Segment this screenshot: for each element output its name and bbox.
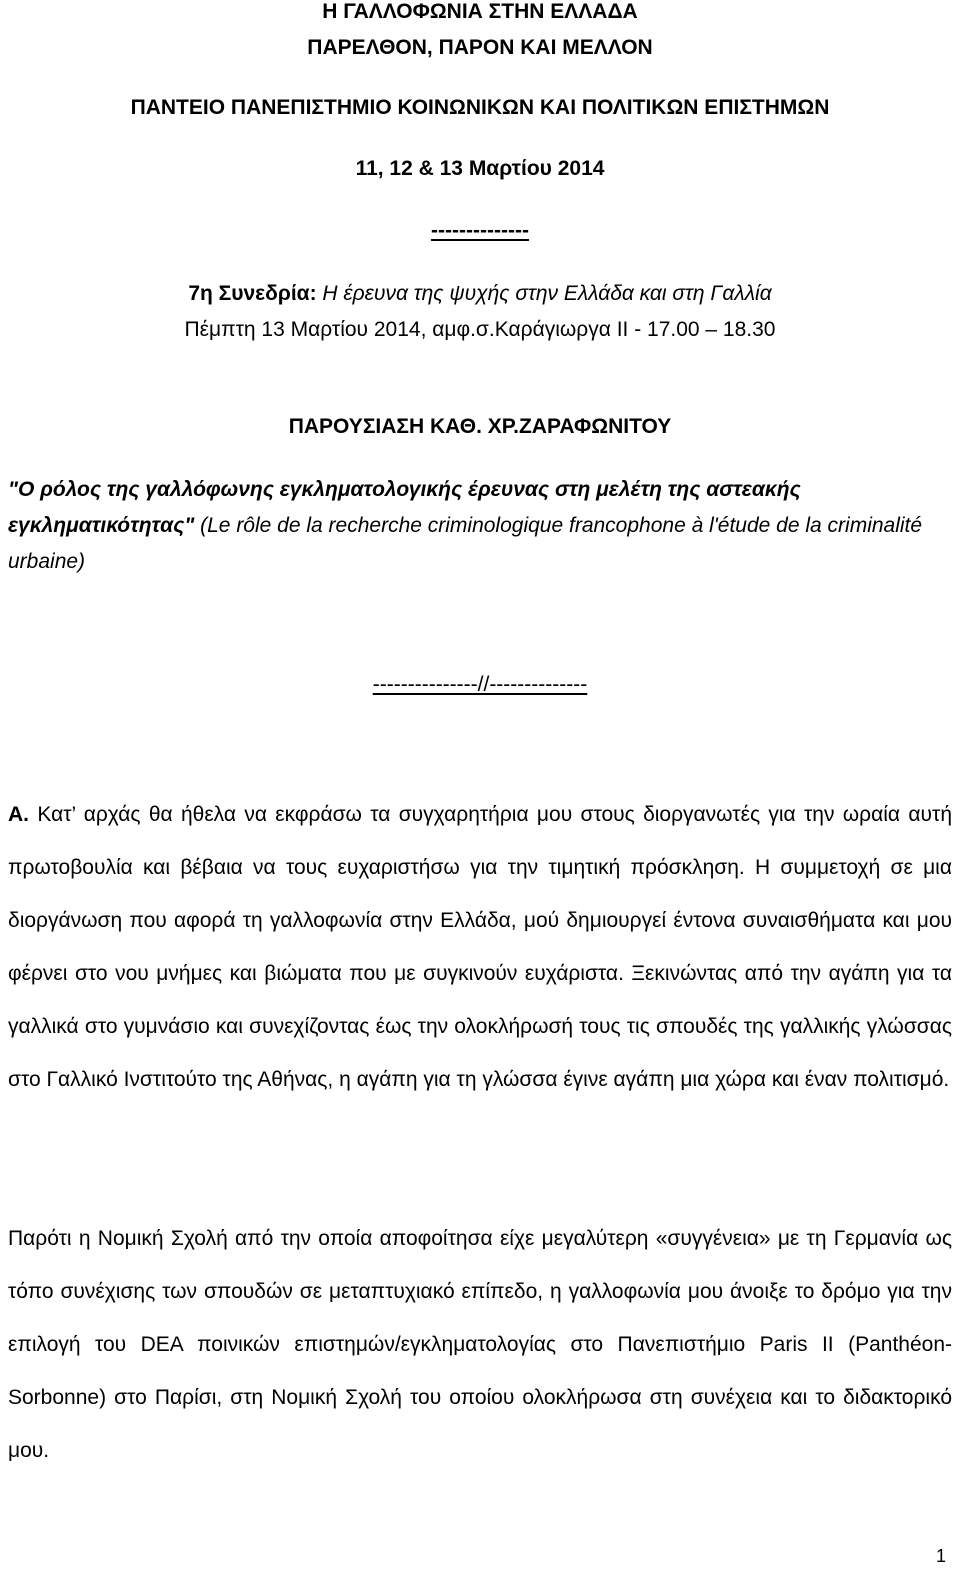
session-details: Πέμπτη 13 Μαρτίου 2014, αμφ.σ.Καράγιωργα ΙΙ - 17.00 – 18.30: [184, 318, 776, 341]
conference-title-line2: ΠΑΡΕΛΘΟΝ, ΠΑΡΟΝ ΚΑΙ ΜΕΛΛΟΝ: [307, 36, 653, 59]
paragraph-marker: Α.: [8, 803, 29, 826]
paragraph-1-text: Κατ’ αρχάς θα ήθελα να εκφράσω τα συγχαρητήρια μου στους διοργανωτές για την ωραία αυτή πρωτοβουλία και βέβαια να τους ευχαριστήσω για την τιμητική πρόσκληση. Η συμμετοχή σε μια διοργάνωση που αφορά τη γαλλοφωνία στην Ελλάδα, μού δημιουργεί έντονα συναισθήματα και μου φέρνει στο νου μνήμες και βιώματα που με συγκινούν ευχάριστα. Ξεκινώντας από την αγάπη για τα γαλλικά στο γυμνάσιο και συνεχίζοντας έως την ολοκλήρωσή τους τις σπουδές της γαλλικής γλώσσας στο Γαλλικό Ινστιτούτο της Αθήνας, η αγάπη για τη γλώσσα έγινε αγάπη μια χώρα και έναν πολιτισμό.: [8, 803, 952, 1091]
talk-title: [8, 472, 952, 580]
conference-dates: 11, 12 & 13 Μαρτίου 2014: [355, 157, 605, 180]
talk-title-greek: "Ο ρόλος της γαλλόφωνης εγκληματολογικής έρευνας στη μελέτη της αστεακής εγκληματικότητας": [8, 478, 801, 537]
conference-title-line1: Η ΓΑΛΛΟΦΩΝΙΑ ΣΤΗΝ ΕΛΛΑΔΑ: [322, 0, 638, 23]
header-separator: --------------: [431, 219, 529, 242]
page-number: 1: [935, 1546, 946, 1566]
institution-name: ΠΑΝΤΕΙΟ ΠΑΝΕΠΙΣΤΗΜΙΟ ΚΟΙΝΩΝΙΚΩΝ ΚΑΙ ΠΟΛΙΤΙΚΩΝ ΕΠΙΣΤΗΜΩΝ: [130, 96, 830, 119]
session-label: 7η Συνεδρία:: [188, 282, 317, 305]
session-title: [0, 282, 960, 306]
session-topic: Η έρευνα της ψυχής στην Ελλάδα και στη Γαλλία: [316, 282, 772, 305]
paragraph-2: Παρότι η Νομική Σχολή από την οποία αποφοίτησα είχε μεγαλύτερη «συγγένεια» με τη Γερμανία ως τόπο συνέχισης των σπουδών σε μεταπτυχιακό επίπεδο, η γαλλοφωνία μου άνοιξε το δρόμο για την επιλογή του DEA ποινικών επιστημών/εγκληματολογίας στο Πανεπιστήμιο Paris II (Panthéon-Sorbonne) στο Παρίσι, στη Νομική Σχολή του οποίου ολοκλήρωσα στη συνέχεια και το διδακτορικό μου.: [8, 1227, 952, 1462]
section-divider: ---------------//--------------: [372, 673, 588, 696]
paragraph-1: [8, 788, 952, 1106]
talk-title-french: (Le rôle de la recherche criminologique francophone à l'étude de la criminalité urbaine): [8, 514, 923, 573]
presentation-heading: ΠΑΡΟΥΣΙΑΣΗ ΚΑΘ. ΧΡ.ΖΑΡΑΦΩΝΙΤΟΥ: [288, 415, 672, 438]
